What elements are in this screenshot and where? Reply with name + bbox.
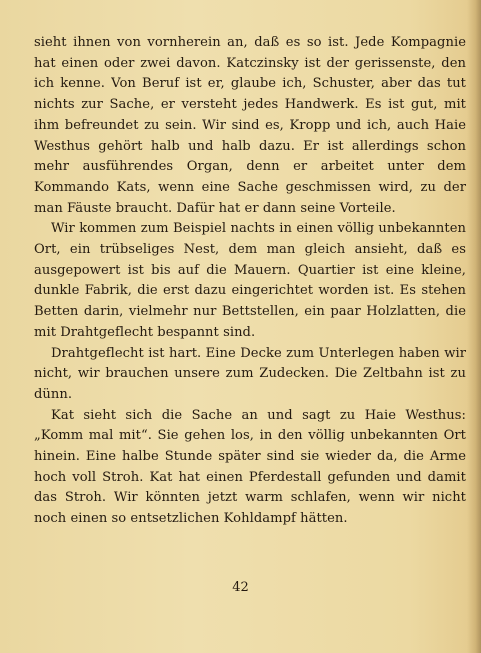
paragraph: Wir kommen zum Beispiel nachts in einen völlig unbekannten Ort, ein trübseliges Nest, dem man gleich ansieht, daß es ausgepowert ist bis auf die Mauern. Quartier ist eine kleine, dunkle Fabrik, die erst dazu eingerichtet worden ist. Es stehen Betten darin, vielmehr nur Bettstellen, ein paar Holzlatten, die mit Drahtgeflecht bespannt sind.: [34, 221, 466, 340]
paragraph: Kat sieht sich die Sache an und sagt zu Haie Westhus: „Komm mal mit“. Sie gehen los, in den völlig unbekannten Ort hinein. Eine halbe Stunde später sind sie wieder da, die Arme hoch voll Stroh. Kat hat einen Pferdestall gefunden und damit das Stroh. Wir könnten jetzt warm schlafen, wenn wir nicht noch einen so entsetzlichen Kohldampf hätten.: [34, 407, 466, 527]
page-edge-shadow: [467, 0, 481, 653]
body-text: [34, 33, 466, 530]
paragraph: sieht ihnen von vornherein an, daß es so ist. Jede Kompagnie hat einen oder zwei davon. Katczinsky ist der gerissenste, den ich kenne. Von Beruf ist er, glaube ich, Schuster, aber das tut nichts zur Sache, er versteht jedes Handwerk. Es ist gut, mit ihm befreundet zu sein. Wir sind es, Kropp und ich, auch Haie Westhus gehört halb und halb dazu. Er ist allerdings schon mehr ausführendes Organ, denn er arbeitet unter dem Kommando Kats, wenn eine Sache geschmissen wird, zu der man Fäuste braucht. Dafür hat er dann seine Vorteile.: [34, 35, 466, 216]
paragraph: Drahtgeflecht ist hart. Eine Decke zum Unterlegen haben wir nicht, wir brauchen unsere zum Zudecken. Die Zeltbahn ist zu dünn.: [34, 345, 466, 402]
page-number: 42: [232, 580, 249, 595]
